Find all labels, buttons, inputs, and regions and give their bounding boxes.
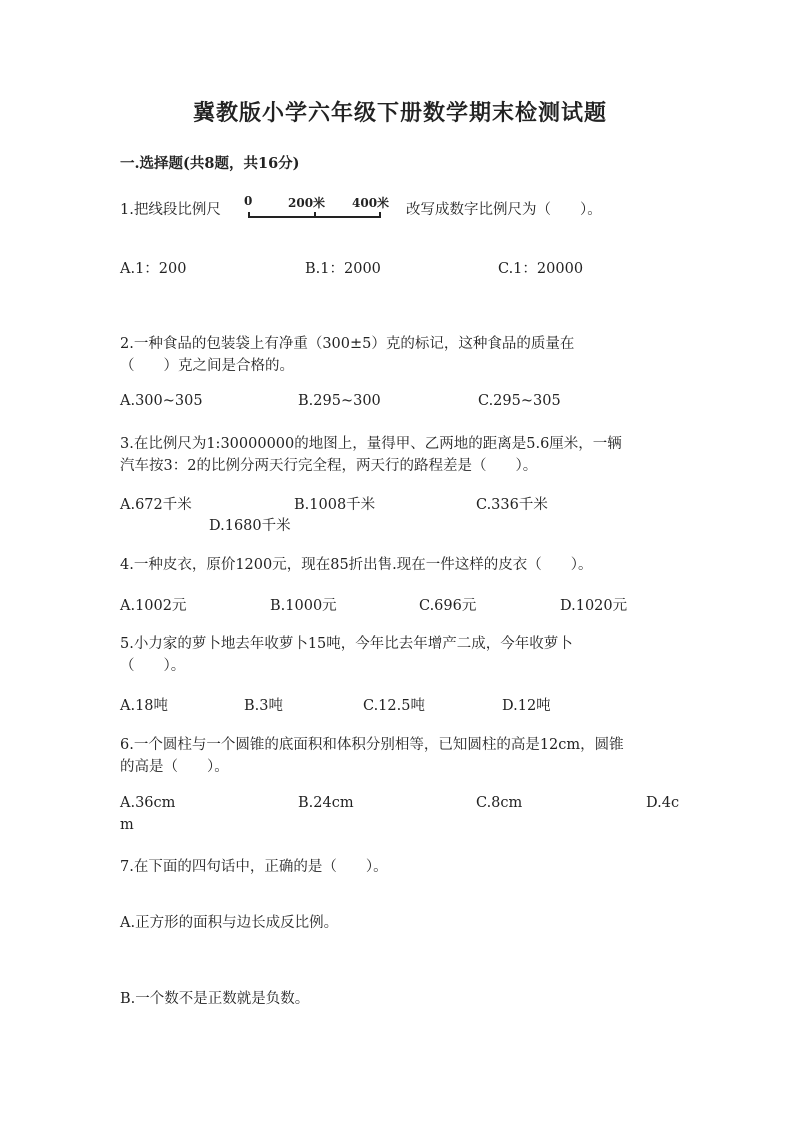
q4-option-c: C.696元 [419, 598, 477, 614]
scale-label-end: 400米 [352, 196, 390, 210]
q2-option-b: B.295~300 [298, 393, 381, 409]
q6-option-d-wrap: m [120, 817, 134, 833]
question-1-prefix: 1.把线段比例尺 [120, 202, 221, 218]
q7-option-b: B.一个数不是正数就是负数。 [120, 991, 310, 1007]
q4-option-a: A.1002元 [120, 598, 187, 614]
q5-option-b: B.3吨 [244, 698, 283, 714]
q3-option-b: B.1008千米 [294, 497, 376, 513]
scale-tick [379, 212, 381, 218]
q6-option-a: A.36cm [120, 795, 176, 811]
page-title: 冀教版小学六年级下册数学期末检测试题 [192, 100, 607, 126]
question-7-line-1: 7.在下面的四句话中，正确的是（ ）。 [120, 859, 388, 875]
q5-option-c: C.12.5吨 [363, 698, 425, 714]
q1-option-a: A.1：200 [120, 261, 187, 277]
section-heading: 一.选择题(共8题，共16分) [120, 155, 300, 172]
q3-option-d: D.1680千米 [209, 518, 291, 534]
question-6-line-1: 6.一个圆柱与一个圆锥的底面积和体积分别相等，已知圆柱的高是12cm，圆锥 [120, 737, 624, 753]
q7-option-a: A.正方形的面积与边长成反比例。 [120, 915, 339, 931]
q1-option-c: C.1：20000 [498, 261, 584, 277]
question-4-line-1: 4.一种皮衣，原价1200元，现在85折出售.现在一件这样的皮衣（ ）。 [120, 557, 593, 573]
question-3-line-2: 汽车按3：2的比例分两天行完全程，两天行的路程差是（ ）。 [120, 458, 538, 474]
q3-option-c: C.336千米 [476, 497, 548, 513]
question-6-line-2: 的高是（ ）。 [120, 759, 229, 775]
q6-option-b: B.24cm [298, 795, 354, 811]
q6-option-d: D.4c [646, 795, 680, 811]
question-3-line-1: 3.在比例尺为1:30000000的地图上，量得甲、乙两地的距离是5.6厘米，一辆 [120, 436, 622, 452]
q4-option-d: D.1020元 [560, 598, 628, 614]
q5-option-d: D.12吨 [502, 698, 551, 714]
question-2-line-2: （ ）克之间是合格的。 [120, 358, 294, 374]
q2-option-a: A.300~305 [120, 393, 203, 409]
scale-tick [314, 212, 316, 218]
q1-option-b: B.1：2000 [305, 261, 381, 277]
q3-option-a: A.672千米 [120, 497, 192, 513]
question-5-line-2: （ ）。 [120, 658, 186, 674]
scale-label-mid: 200米 [288, 196, 326, 210]
scale-label-zero: 0 [244, 194, 253, 208]
scale-tick [248, 212, 250, 218]
question-5-line-1: 5.小力家的萝卜地去年收萝卜15吨，今年比去年增产二成，今年收萝卜 [120, 636, 573, 652]
q6-option-c: C.8cm [476, 795, 523, 811]
question-1-suffix: 改写成数字比例尺为（ ）。 [406, 202, 602, 218]
question-2-line-1: 2.一种食品的包装袋上有净重（300±5）克的标记，这种食品的质量在 [120, 336, 575, 352]
q2-option-c: C.295~305 [478, 393, 561, 409]
q4-option-b: B.1000元 [270, 598, 337, 614]
line-scale-figure [240, 192, 398, 228]
q5-option-a: A.18吨 [120, 698, 169, 714]
